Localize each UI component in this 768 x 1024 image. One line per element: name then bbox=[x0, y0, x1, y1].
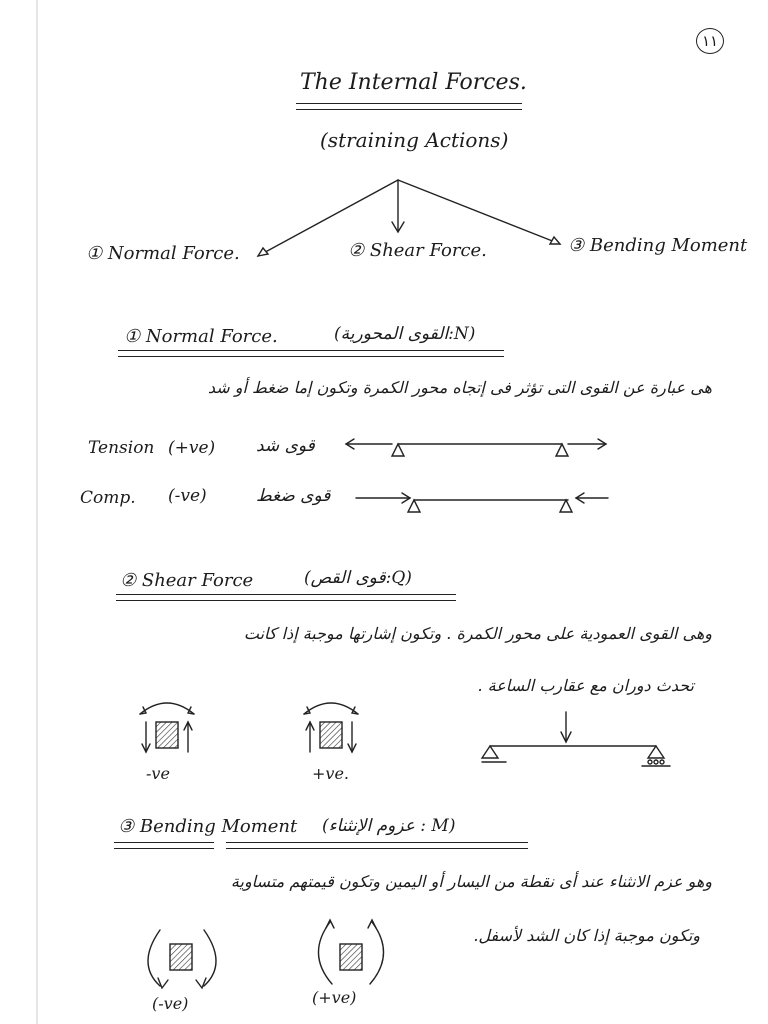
shear-force-description-2: تحدث دوران مع عقارب الساعة . bbox=[477, 676, 694, 695]
page-title: The Internal Forces. bbox=[300, 70, 527, 95]
tension-label: Tension bbox=[88, 438, 155, 458]
tension-beam-diagram bbox=[346, 439, 606, 456]
normal-force-description: هى عبارة عن القوى التى تؤثر فى إتجاه محور الكمرة وتكون إما ضغط أو شد bbox=[207, 378, 712, 397]
bending-moment-symbol: (M : عزوم الإنثناء) bbox=[322, 816, 456, 836]
bending-negative-label: (-ve) bbox=[152, 994, 189, 1013]
normal-force-symbol: (N:القوى المحورية) bbox=[334, 324, 476, 344]
bending-positive-element bbox=[318, 920, 383, 984]
compression-beam-diagram bbox=[356, 493, 608, 512]
shear-force-heading: ② Shear Force bbox=[120, 570, 254, 591]
page-subtitle: (straining Actions) bbox=[320, 128, 509, 152]
branch-shear-force: ② Shear Force. bbox=[348, 240, 487, 261]
branch-tree-diagram bbox=[258, 180, 560, 256]
bending-moment-description-1: وهو عزم الانثناء عند أى نقطة من اليسار أو اليمين وتكون قيمتهم متساوية bbox=[230, 872, 712, 891]
branch-normal-force: ① Normal Force. bbox=[86, 243, 240, 264]
branch-bending-moment: ③ Bending Moment bbox=[568, 235, 748, 256]
shear-negative-label: -ve bbox=[146, 764, 170, 783]
bending-positive-label: (+ve) bbox=[312, 988, 357, 1007]
shear-positive-element bbox=[304, 703, 358, 752]
shear-negative-element bbox=[140, 703, 194, 752]
compression-arabic: قوى ضغط bbox=[256, 486, 331, 506]
bending-moment-description-2: وتكون موجبة إذا كان الشد لأسفل. bbox=[473, 926, 700, 945]
compression-sign: (-ve) bbox=[168, 486, 207, 506]
shear-force-symbol: (Q:قوى القص) bbox=[304, 568, 412, 588]
bending-negative-element bbox=[148, 930, 216, 988]
shear-positive-label: +ve. bbox=[312, 764, 349, 783]
compression-label: Comp. bbox=[80, 488, 136, 508]
tension-arabic: قوى شد bbox=[256, 436, 315, 456]
point-load-beam-diagram bbox=[482, 712, 670, 766]
normal-force-heading: ① Normal Force. bbox=[124, 326, 278, 347]
bending-moment-heading: ③ Bending Moment bbox=[118, 816, 298, 837]
page-number: ١١ bbox=[701, 32, 719, 50]
tension-sign: (+ve) bbox=[168, 438, 216, 458]
shear-force-description-1: وهى القوى العمودية على محور الكمرة . وتكون إشارتها موجبة إذا كانت bbox=[243, 624, 712, 643]
